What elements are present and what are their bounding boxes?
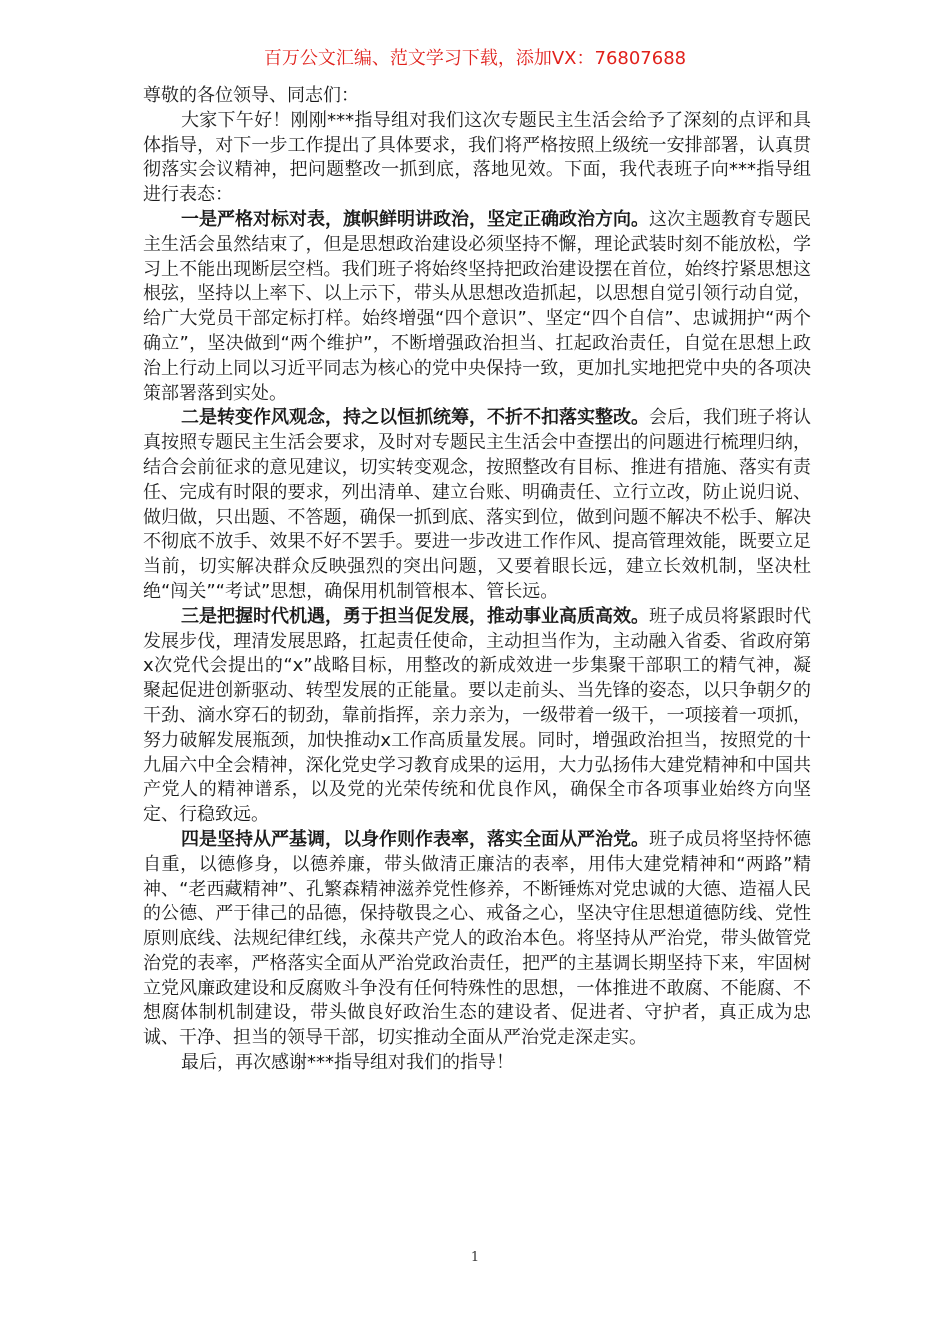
closing-paragraph: 最后，再次感谢***指导组对我们的指导！: [181, 1052, 514, 1074]
point-heading-2: 二是转变作风观念，持之以恒抓统筹，不折不扣落实整改。: [181, 407, 649, 429]
point-heading-4: 四是坚持从严基调，以身作则作表率，落实全面从严治党。: [181, 828, 649, 850]
salutation: 尊敬的各位领导、同志们：: [143, 85, 359, 106]
point-body-4: 班子成员将坚持怀德自重，以德修身，以德养廉，带头做清正廉洁的表率，用伟大建党精神和“两路”精神、“老西藏精神”、孔繁森精神滋养党性修养，不断锤炼对党忠诚的大德、造福人民的公德、严于律己的品德，保持敬畏之心、戒备之心，坚决守住思想道德防线、党性原则底线、法规纪律红线，永葆共产党人的政治本色。将坚持从严治党，带头做管党治党的表率，严格落实全面从严治党政治责任，把严的主基调长期坚持下来，牢固树立党风廉政建设和反腐败斗争没有任何特殊性的思想，一体推进不敢腐、不能腐、不想腐体制机制建设，带头做良好政治生态的建设者、促进者、守护者，真正成为忠诚、干净、担当的领导干部，切实推动全面从严治党走深走实。: [143, 828, 811, 1049]
point-paragraph-1: [143, 208, 811, 406]
point-body-2: 会后，我们班子将认真按照专题民主生活会要求，及时对专题民主生活会中查摆出的问题进行梳理归纳，结合会前征求的意见建议，切实转变观念，按照整改有目标、推进有措施、落实有责任、完成有时限的要求，列出清单、建立台账、明确责任、立行立改，防止说归说、做归做，只出题、不答题，确保一抓到底、落实到位，做到问题不解决不松手、解决不彻底不放手、效果不好不罢手。要进一步改进工作作风、提高管理效能，既要立足当前，切实解决群众反映强烈的突出问题，又要着眼长远，建立长效机制，坚决杜绝“闯关”“考试”思想，确保用机制管根本、管长远。: [143, 407, 811, 602]
page-number: 1: [470, 1250, 480, 1265]
point-paragraph-4: [143, 828, 811, 1051]
header-banner: 百万公文汇编、范文学习下载，添加VX：76807688: [263, 48, 687, 69]
point-heading-1: 一是严格对标对表，旗帜鲜明讲政治，坚定正确政治方向。: [181, 208, 649, 230]
point-body-3: 班子成员将紧跟时代发展步伐，理清发展思路，扛起责任使命，主动担当作为，主动融入省委、省政府第x次党代会提出的“x”战略目标，用整改的新成效进一步集聚干部职工的精气神，凝聚起促进创新驱动、转型发展的正能量。要以走前头、当先锋的姿态，以只争朝夕的干劲、滴水穿石的韧劲，靠前指挥，亲力亲为，一级带着一级干，一项接着一项抓，努力破解发展瓶颈，加快推动x工作高质量发展。同时，增强政治担当，按照党的十九届六中全会精神，深化党史学习教育成果的运用，大力弘扬伟大建党精神和中国共产党人的精神谱系，以及党的光荣传统和优良作风，确保全市各项事业始终方向坚定、行稳致远。: [143, 605, 811, 826]
point-body-1: 这次主题教育专题民主生活会虽然结束了，但是思想政治建设必须坚持不懈，理论武装时刻不能放松，学习上不能出现断层空档。我们班子将始终坚持把政治建设摆在首位，始终拧紧思想这根弦，坚持以上率下、以上示下，带头从思想改造抓起，以思想自觉引领行动自觉，给广大党员干部定标打样。始终增强“四个意识”、坚定“四个自信”、忠诚拥护“两个确立”，坚决做到“两个维护”，不断增强政治担当、扛起政治责任，自觉在思想上政治上行动上同以习近平同志为核心的党中央保持一致，更加扎实地把党中央的各项决策部署落到实处。: [143, 208, 811, 404]
intro-paragraph: 大家下午好！刚刚***指导组对我们这次专题民主生活会给予了深刻的点评和具体指导，对下一步工作提出了具体要求，我们将严格按照上级统一安排部署，认真贯彻落实会议精神，把问题整改一抓到底，落地见效。下面，我代表班子向***指导组进行表态：: [143, 109, 811, 206]
point-heading-3: 三是把握时代机遇，勇于担当促发展，推动事业高质高效。: [181, 605, 649, 627]
point-paragraph-3: [143, 605, 811, 828]
point-paragraph-2: [143, 406, 811, 604]
document-body: [143, 84, 811, 1076]
